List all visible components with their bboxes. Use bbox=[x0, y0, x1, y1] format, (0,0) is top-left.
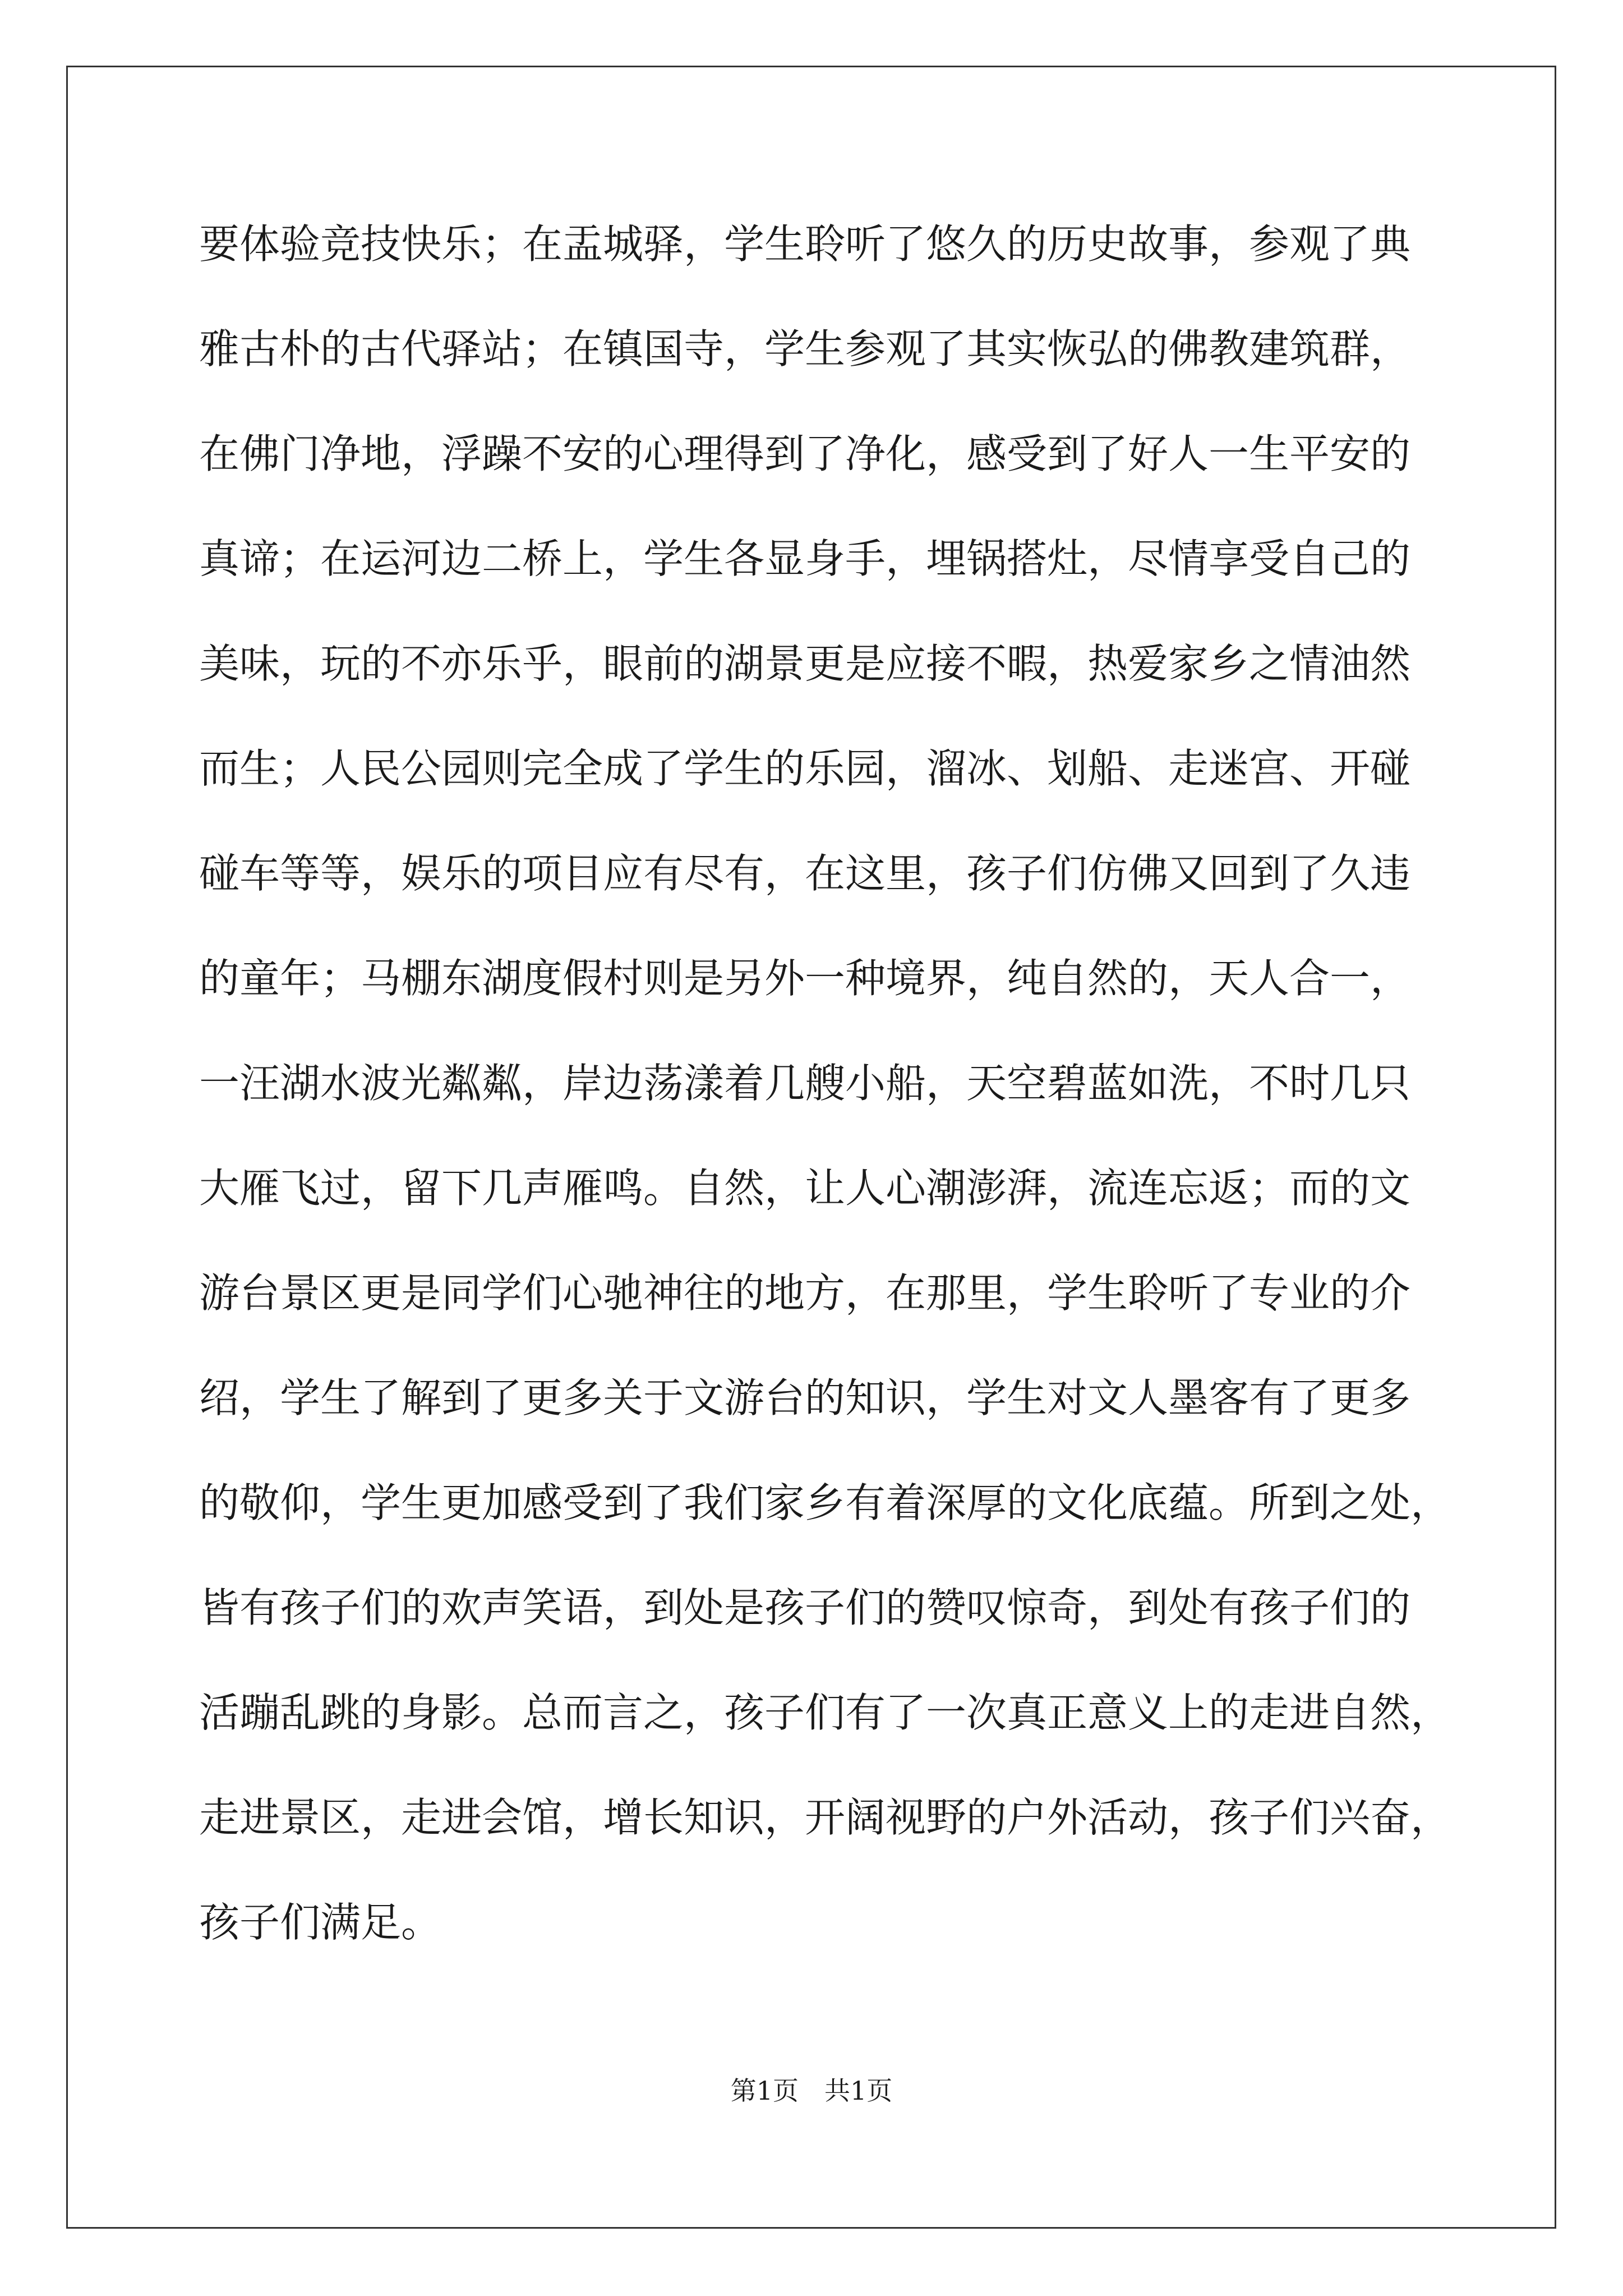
text-line: 要体验竞技快乐；在盂城驿，学生聆听了悠久的历史故事，参观了典 bbox=[199, 220, 1411, 268]
text-line: 活蹦乱跳的身影。总而言之，孩子们有了一次真正意义上的走进自然， bbox=[199, 1689, 1451, 1736]
text-line: 孩子们满足。 bbox=[199, 1899, 442, 1946]
text-line: 而生；人民公园则完全成了学生的乐园，溜冰、划船、走迷宫、开碰 bbox=[199, 745, 1411, 792]
text-line: 在佛门净地，浮躁不安的心理得到了净化，感受到了好人一生平安的 bbox=[199, 430, 1411, 477]
text-line: 雅古朴的古代驿站；在镇国寺，学生参观了其实恢弘的佛教建筑群， bbox=[199, 325, 1411, 372]
text-line: 真谛；在运河边二桥上，学生各显身手，埋锅搭灶，尽情享受自己的 bbox=[199, 535, 1411, 582]
text-line: 大雁飞过，留下几声雁鸣。自然，让人心潮澎湃，流连忘返；而的文 bbox=[199, 1165, 1411, 1212]
text-line: 走进景区，走进会馆，增长知识，开阔视野的户外活动，孩子们兴奋， bbox=[199, 1794, 1451, 1841]
document-body bbox=[199, 216, 1455, 1999]
text-line: 的敬仰，学生更加感受到了我们家乡有着深厚的文化底蕴。所到之处， bbox=[199, 1479, 1451, 1526]
text-line: 一汪湖水波光粼粼，岸边荡漾着几艘小船，天空碧蓝如洗，不时几只 bbox=[199, 1060, 1411, 1107]
text-line: 美味，玩的不亦乐乎，眼前的湖景更是应接不暇，热爱家乡之情油然 bbox=[199, 640, 1411, 687]
text-line: 的童年；马棚东湖度假村则是另外一种境界，纯自然的，天人合一， bbox=[199, 955, 1411, 1002]
page-footer bbox=[0, 2074, 1623, 2108]
text-line: 皆有孩子们的欢声笑语，到处是孩子们的赞叹惊奇，到处有孩子们的 bbox=[199, 1584, 1411, 1631]
text-line: 游台景区更是同学们心驰神往的地方，在那里，学生聆听了专业的介 bbox=[199, 1269, 1411, 1317]
page-number: 第1页 共1页 bbox=[730, 2076, 893, 2106]
text-line: 碰车等等，娱乐的项目应有尽有，在这里，孩子们仿佛又回到了久违 bbox=[199, 850, 1411, 897]
text-line: 绍，学生了解到了更多关于文游台的知识，学生对文人墨客有了更多 bbox=[199, 1374, 1411, 1421]
